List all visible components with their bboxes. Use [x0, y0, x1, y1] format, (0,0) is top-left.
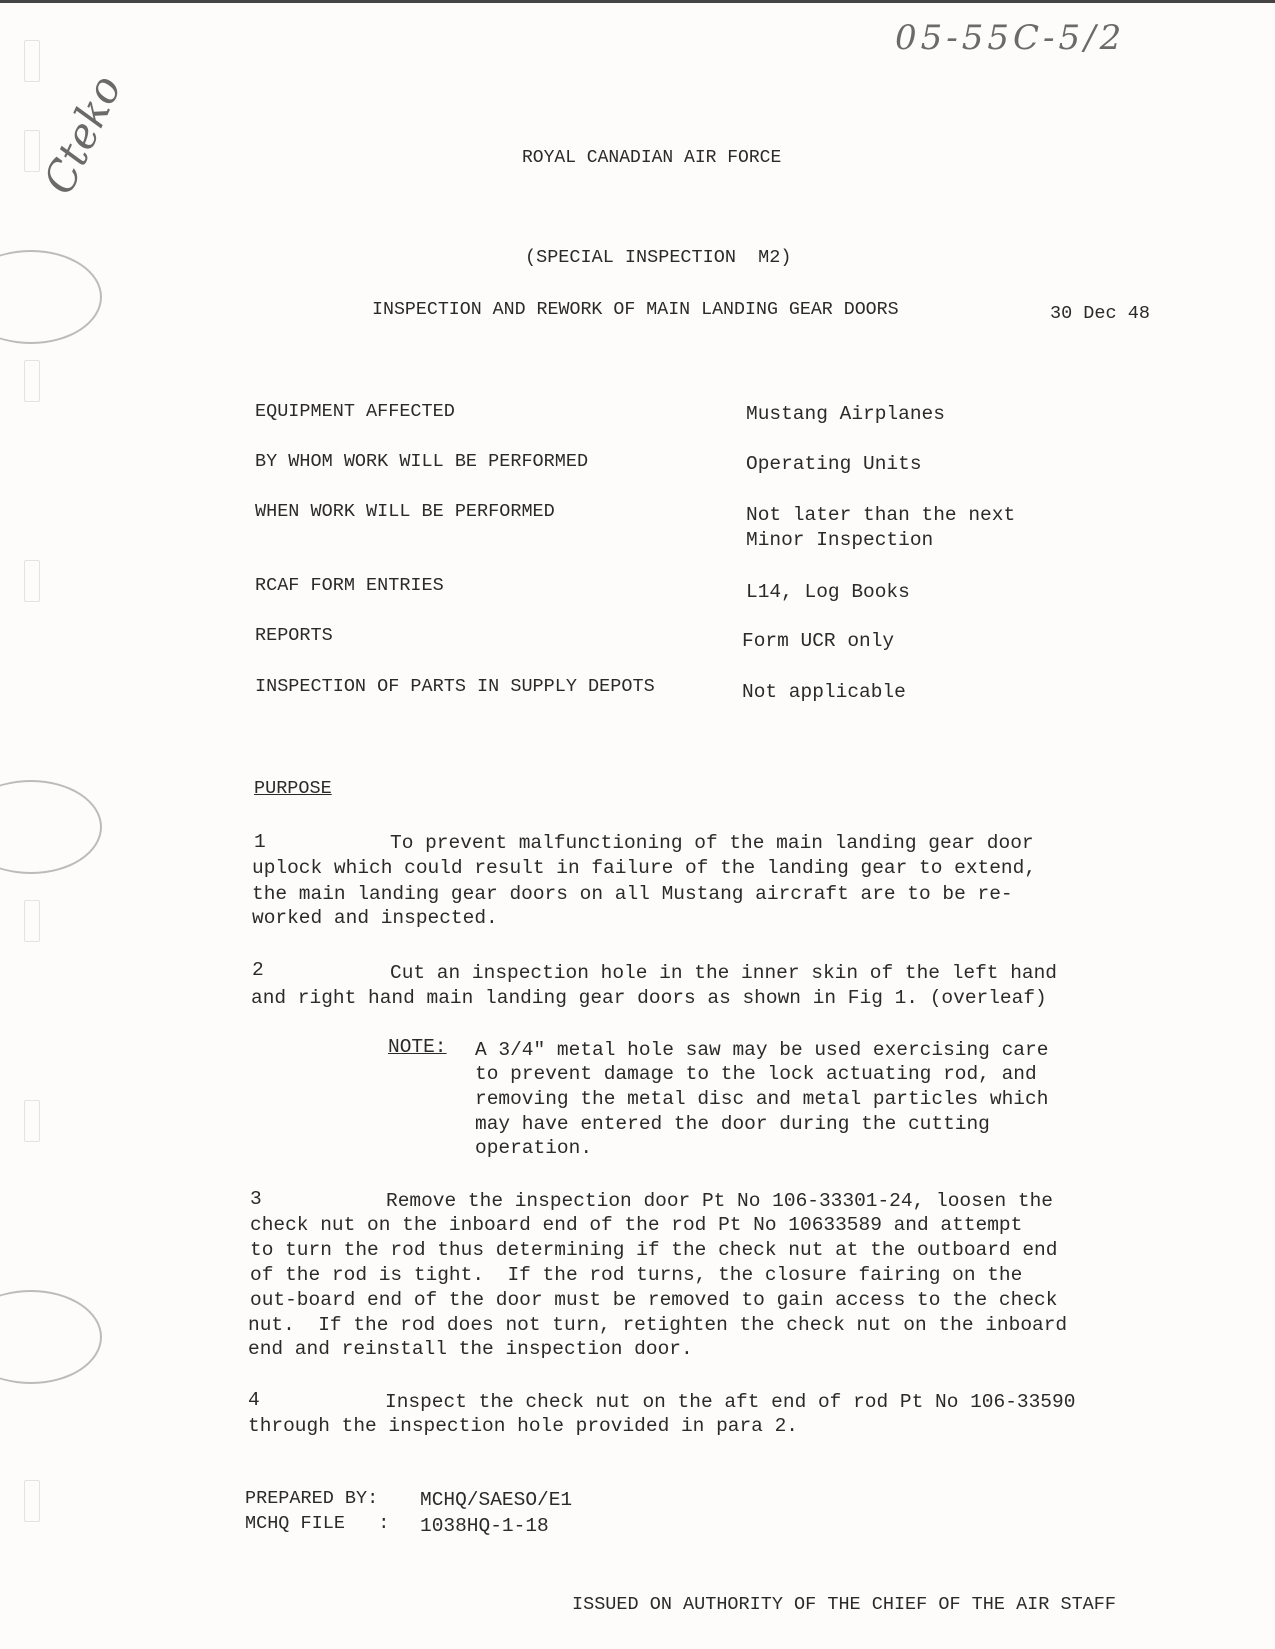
paragraph-line: worked and inspected.: [252, 907, 498, 929]
binder-hole: [24, 900, 40, 942]
field-value: Mustang Airplanes: [746, 403, 945, 425]
field-label: INSPECTION OF PARTS IN SUPPLY DEPOTS: [255, 676, 655, 697]
field-label: BY WHOM WORK WILL BE PERFORMED: [255, 451, 589, 472]
paragraph-line: end and reinstall the inspection door.: [248, 1338, 693, 1360]
field-label: EQUIPMENT AFFECTED: [255, 401, 455, 422]
paragraph-line: the main landing gear doors on all Mustang aircraft are to be re-: [252, 883, 1013, 905]
paragraph-line: Cut an inspection hole in the inner skin of the left hand: [390, 962, 1058, 984]
prepared-by-value: MCHQ/SAESO/E1: [420, 1489, 573, 1511]
field-value: Form UCR only: [742, 630, 895, 652]
paragraph-line: to turn the rod thus determining if the check nut at the outboard end: [250, 1239, 1058, 1261]
file-value: 1038HQ-1-18: [420, 1515, 549, 1537]
paragraph-number: 4: [248, 1389, 260, 1411]
organization-heading: ROYAL CANADIAN AIR FORCE: [522, 148, 782, 168]
note-label: NOTE:: [388, 1036, 447, 1058]
paragraph-line: uplock which could result in failure of the landing gear to extend,: [252, 857, 1037, 879]
note-line: operation.: [475, 1137, 593, 1159]
paragraph-number: 1: [254, 831, 266, 853]
paragraph-line: check nut on the inboard end of the rod Pt No 10633589 and attempt: [250, 1214, 1023, 1236]
paragraph-line: and right hand main landing gear doors as shown in Fig 1. (overleaf): [251, 987, 1047, 1009]
file-label: MCHQ FILE :: [245, 1513, 390, 1534]
paragraph-line: through the inspection hole provided in para 2.: [248, 1415, 798, 1437]
binder-hole: [24, 130, 40, 172]
binder-hole: [24, 1100, 40, 1142]
handwritten-file-ref: 05-55C-5/2: [895, 18, 1126, 58]
field-label: WHEN WORK WILL BE PERFORMED: [255, 501, 555, 522]
field-value: Not applicable: [742, 681, 906, 703]
paragraph-line: nut. If the rod does not turn, retighten the check nut on the inboard: [248, 1314, 1068, 1336]
binder-ring-mark: [0, 250, 102, 344]
paragraph-line: out-board end of the door must be removed to gain access to the check: [250, 1289, 1058, 1311]
document-date: 30 Dec 48: [1050, 303, 1150, 324]
prepared-by-label: PREPARED BY:: [245, 1488, 379, 1509]
purpose-heading: PURPOSE: [254, 778, 332, 799]
handwritten-margin-note: Cteko: [33, 67, 131, 202]
note-line: may have entered the door during the cutting: [475, 1113, 990, 1135]
issuing-authority: ISSUED ON AUTHORITY OF THE CHIEF OF THE AIR STAFF: [572, 1594, 1116, 1615]
note-line: to prevent damage to the lock actuating rod, and: [475, 1063, 1037, 1085]
binder-ring-mark: [0, 780, 102, 874]
binder-hole: [24, 360, 40, 402]
paragraph-number: 3: [250, 1188, 262, 1210]
inspection-number: (SPECIAL INSPECTION M2): [525, 247, 792, 268]
field-label: REPORTS: [255, 625, 333, 646]
binder-ring-mark: [0, 1290, 102, 1384]
field-value: Not later than the next Minor Inspection: [746, 504, 1016, 551]
paragraph-line: Remove the inspection door Pt No 106-33301-24, loosen the: [386, 1190, 1054, 1212]
binder-hole: [24, 1480, 40, 1522]
note-line: removing the metal disc and metal particles which: [475, 1088, 1049, 1110]
paragraph-line: To prevent malfunctioning of the main landing gear door: [390, 832, 1034, 854]
field-value: Operating Units: [746, 453, 922, 475]
paragraph-number: 2: [252, 959, 264, 981]
binder-hole: [24, 40, 40, 82]
document-title: INSPECTION AND REWORK OF MAIN LANDING GEAR DOORS: [372, 300, 899, 320]
binder-hole: [24, 560, 40, 602]
paragraph-line: of the rod is tight. If the rod turns, the closure fairing on the: [250, 1264, 1023, 1286]
field-label: RCAF FORM ENTRIES: [255, 575, 444, 596]
paragraph-line: Inspect the check nut on the aft end of rod Pt No 106-33590: [385, 1391, 1076, 1413]
note-line: A 3/4" metal hole saw may be used exercising care: [475, 1039, 1049, 1061]
scan-edge: [0, 0, 1275, 3]
field-value: L14, Log Books: [746, 581, 910, 603]
